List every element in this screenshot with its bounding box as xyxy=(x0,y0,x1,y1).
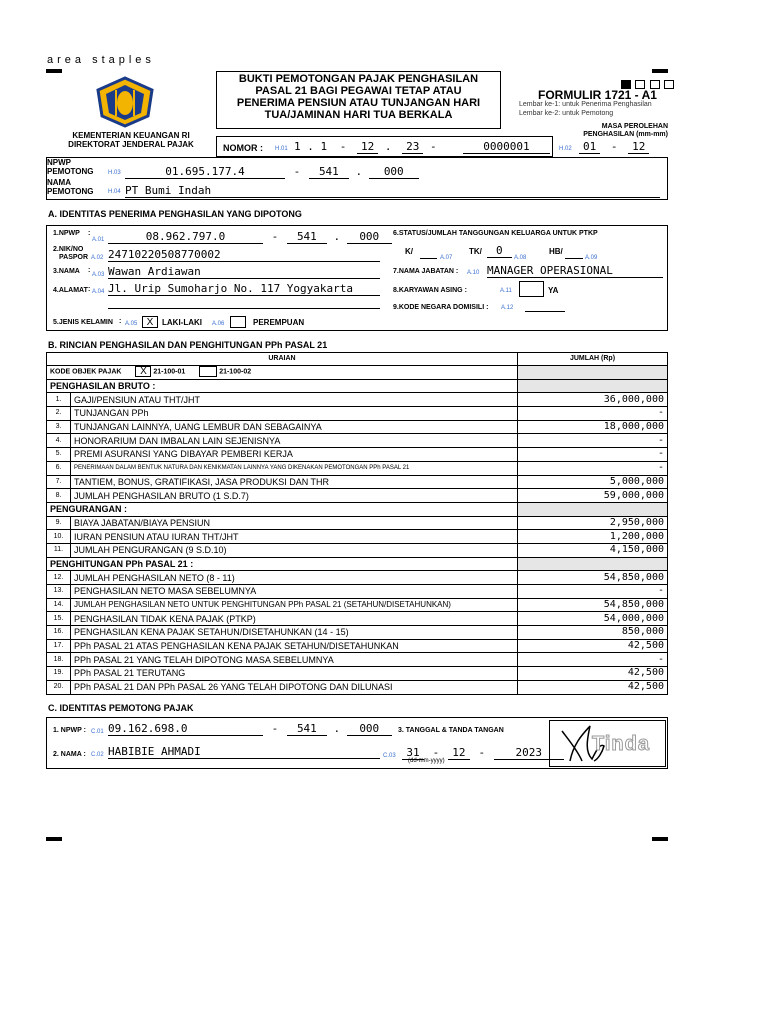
pemotong-npwp-label: NPWP PEMOTONG xyxy=(47,158,94,176)
table-row: 12. JUMLAH PENGHASILAN NETO (8 - 11) 54,850,000 xyxy=(47,571,668,585)
section-c-title: C. IDENTITAS PEMOTONG PAJAK xyxy=(48,703,194,713)
table-row: 6. PENERIMAAN DALAM BENTUK NATURA DAN KENIKMATAN LAINNYA YANG DIKENAKAN PEMOTONGAN PPh PASAL 21 - xyxy=(47,461,668,475)
section-b-title: B. RINCIAN PENGHASILAN DAN PENGHITUNGAN PPh PASAL 21 xyxy=(48,340,328,350)
status-ptkp-label: 6.STATUS/JUMLAH TANGGUNGAN KELUARGA UNTUK PTKP xyxy=(393,230,598,237)
pemotong-pajak-nama-value: HABIBIE AHMADI xyxy=(108,745,380,759)
table-row: 1. GAJI/PENSIUN ATAU THT/JHT 36,000,000 xyxy=(47,393,668,407)
table-row: 17. PPh PASAL 21 ATAS PENGHASILAN KENA PAJAK SETAHUN/DISETAHUNKAN 42,500 xyxy=(47,639,668,653)
table-row: 2. TUNJANGAN PPh - xyxy=(47,407,668,421)
table-row: 8. JUMLAH PENGHASILAN BRUTO (1 S.D.7) 59,000,000 xyxy=(47,489,668,503)
perempuan-checkbox[interactable] xyxy=(230,316,246,328)
table-row: 18. PPh PASAL 21 YANG TELAH DIPOTONG MASA SEBELUMNYA - xyxy=(47,653,668,667)
masa-value: 01 - 12 xyxy=(579,140,649,153)
area-staples-label: area staples xyxy=(47,54,155,66)
pemotong-nama-value: PT Bumi Indah xyxy=(125,184,660,198)
nomor-value: 1 . 1 - 12 . 23 - 0000001 xyxy=(294,140,550,153)
karyawan-asing-checkbox[interactable] xyxy=(519,281,544,297)
penerima-alamat-value: Jl. Urip Sumoharjo No. 117 Yogyakarta xyxy=(108,282,380,296)
sheet-2-note: Lembar ke-2: untuk Pemotong xyxy=(519,110,614,117)
pemotong-nama-label: NAMA PEMOTONG xyxy=(47,178,94,196)
masa-label: MASA PEROLEHAN PENGHASILAN (mm-mm) xyxy=(583,123,668,138)
table-row: 7. TANTIEM, BONUS, GRATIFIKASI, JASA PRODUKSI DAN THR 5,000,000 xyxy=(47,475,668,489)
tk-value: 0 xyxy=(487,244,512,258)
tanggal-label: 3. TANGGAL & TANDA TANGAN xyxy=(398,727,504,734)
table-row: 5. PREMI ASURANSI YANG DIBAYAR PEMBERI KERJA - xyxy=(47,448,668,462)
table-row: 9. BIAYA JABATAN/BIAYA PENSIUN 2,950,000 xyxy=(47,516,668,530)
registration-mark xyxy=(652,69,668,73)
sheet-1-note: Lembar ke-1: untuk Penerima Penghasilan xyxy=(519,101,652,108)
table-row: 4. HONORARIUM DAN IMBALAN LAIN SEJENISNYA - xyxy=(47,434,668,448)
kode-negara-field[interactable] xyxy=(525,311,565,312)
pemotong-pajak-npwp-value: 09.162.698.0 - 541 . 000 xyxy=(108,722,392,736)
registration-mark xyxy=(652,837,668,841)
ministry-text: KEMENTERIAN KEUANGAN RI DIREKTORAT JENDERAL PAJAK xyxy=(68,131,194,149)
table-row: 14. JUMLAH PENGHASILAN NETO UNTUK PENGHITUNGAN PPh PASAL 21 (SETAHUN/DISETAHUNKAN) 54,850,000 xyxy=(47,598,668,612)
form-name: FORMULIR 1721 - A1 xyxy=(538,88,657,102)
table-row: 15. PENGHASILAN TIDAK KENA PAJAK (PTKP) 54,000,000 xyxy=(47,612,668,626)
section-a-title: A. IDENTITAS PENERIMA PENGHASILAN YANG DIPOTONG xyxy=(48,209,302,219)
kode-21-100-01-checkbox[interactable]: X xyxy=(135,366,151,377)
registration-mark xyxy=(46,69,62,73)
kemenkeu-logo-icon xyxy=(94,76,156,128)
table-row: 16. PENGHASILAN KENA PAJAK SETAHUN/DISETAHUNKAN (14 - 15) 850,000 xyxy=(47,626,668,640)
table-row: 19. PPh PASAL 21 TERUTANG 42,500 xyxy=(47,667,668,681)
table-row: 10. IURAN PENSIUN ATAU IURAN THT/JHT 1,200,000 xyxy=(47,530,668,544)
jabatan-value: MANAGER OPERASIONAL xyxy=(487,264,663,278)
nomor-label: NOMOR : xyxy=(223,143,263,153)
stamp-text: Tinda xyxy=(592,733,650,755)
table-row: 11. JUMLAH PENGURANGAN (9 S.D.10) 4,150,000 xyxy=(47,543,668,557)
penerima-npwp-value: 08.962.797.0 - 541 . 000 xyxy=(108,230,392,244)
table-row: 13. PENGHASILAN NETO MASA SEBELUMNYA - xyxy=(47,585,668,599)
penerima-nik-value: 2471022050877000​2 xyxy=(108,248,380,262)
kode-21-100-02-checkbox[interactable] xyxy=(199,366,217,377)
signature-box xyxy=(549,720,666,767)
tanggal-value: 31 - 12 - 2023 xyxy=(402,746,564,760)
registration-mark xyxy=(46,837,62,841)
rincian-table: URAIAN JUMLAH (Rp) KODE OBJEK PAJAK X 21-100-01 21-100-02 PENGHASILAN BRUTO : 1. GAJI/PENSIUN ATAU THT/JHT 36,000,000 2. TUNJANGAN PPh - 3. TUNJANGAN LAINNYA, UANG LEMBUR DAN SEBAGAINYA 18,000,000 4. HONORARIUM DAN IMBALAN LAIN SEJENISNYA - 5. PREMI ASURANSI YANG DIBAYAR PEMBERI KERJA - 6. PENERIMAAN DALAM BENTUK NATURA DAN KENIKMATAN LAINNYA YANG DIKENAKAN PEMOTONGAN PPh PASAL 21 - 7. TANTIEM, BONUS, GRATIFIKASI, JASA PRODUKSI DAN THR 5,000,000 8. JUMLAH PENGHASILAN BRUTO (1 S.D.7) 59,000,000 PENGURANGAN : 9. BIAYA JABATAN/BIAYA PENSIUN 2,950,000 10. IURAN PENSIUN ATAU IURAN THT/JHT 1,200,000 11. JUMLAH PENGURANGAN (9 S.D.10) 4,150,000 PENGHITUNGAN PPh PASAL 21 : 12. JUMLAH PENGHASILAN NETO (8 - 11) 54,850,000 13. PENGHASILAN NETO MASA SEBELUMNYA - 14. JUMLAH PENGHASILAN NETO UNTUK PENGHITUNGAN PPh PASAL 21 (SETAHUN/DISETAHUNKAN) 54,850,000 15. PENGHASILAN TIDAK KENA PAJAK (PTKP) 54,000,000 16. PENGHASILAN KENA PAJAK SETAHUN/DISETAHUNKAN (14 - 15) 850,000 17. PPh PASAL 21 ATAS PENGHASILAN KENA PAJAK SETAHUN/DISETAHUNKAN 42,500 18. PPh PASAL 21 YANG TELAH DIPOTONG MASA SEBELUMNYA - 19. PPh PASAL 21 TERUTANG 42,500 20. PPh PASAL 21 DAN PPh PASAL 26 YANG TELAH DIPOTONG DAN DILUNASI 42,500 xyxy=(46,352,668,695)
table-row: 3. TUNJANGAN LAINNYA, UANG LEMBUR DAN SEBAGAINYA 18,000,000 xyxy=(47,420,668,434)
pemotong-npwp-value: 01.695.177.4 - 541 . 000 xyxy=(125,165,419,179)
table-row: 20. PPh PASAL 21 DAN PPh PASAL 26 YANG TELAH DIPOTONG DAN DILUNASI 42,500 xyxy=(47,680,668,694)
date-format-hint: (dd-mm-yyyy) xyxy=(408,758,445,764)
penerima-nama-value: Wawan Ardiawan xyxy=(108,265,380,279)
laki-laki-checkbox[interactable]: X xyxy=(142,316,158,328)
form-title: BUKTI PEMOTONGAN PAJAK PENGHASILAN PASAL 21 BAGI PEGAWAI TETAP ATAU PENERIMA PENSIUN ATAU TUNJANGAN HARI TUA/JAMINAN HARI TUA BERKALA xyxy=(236,73,481,121)
